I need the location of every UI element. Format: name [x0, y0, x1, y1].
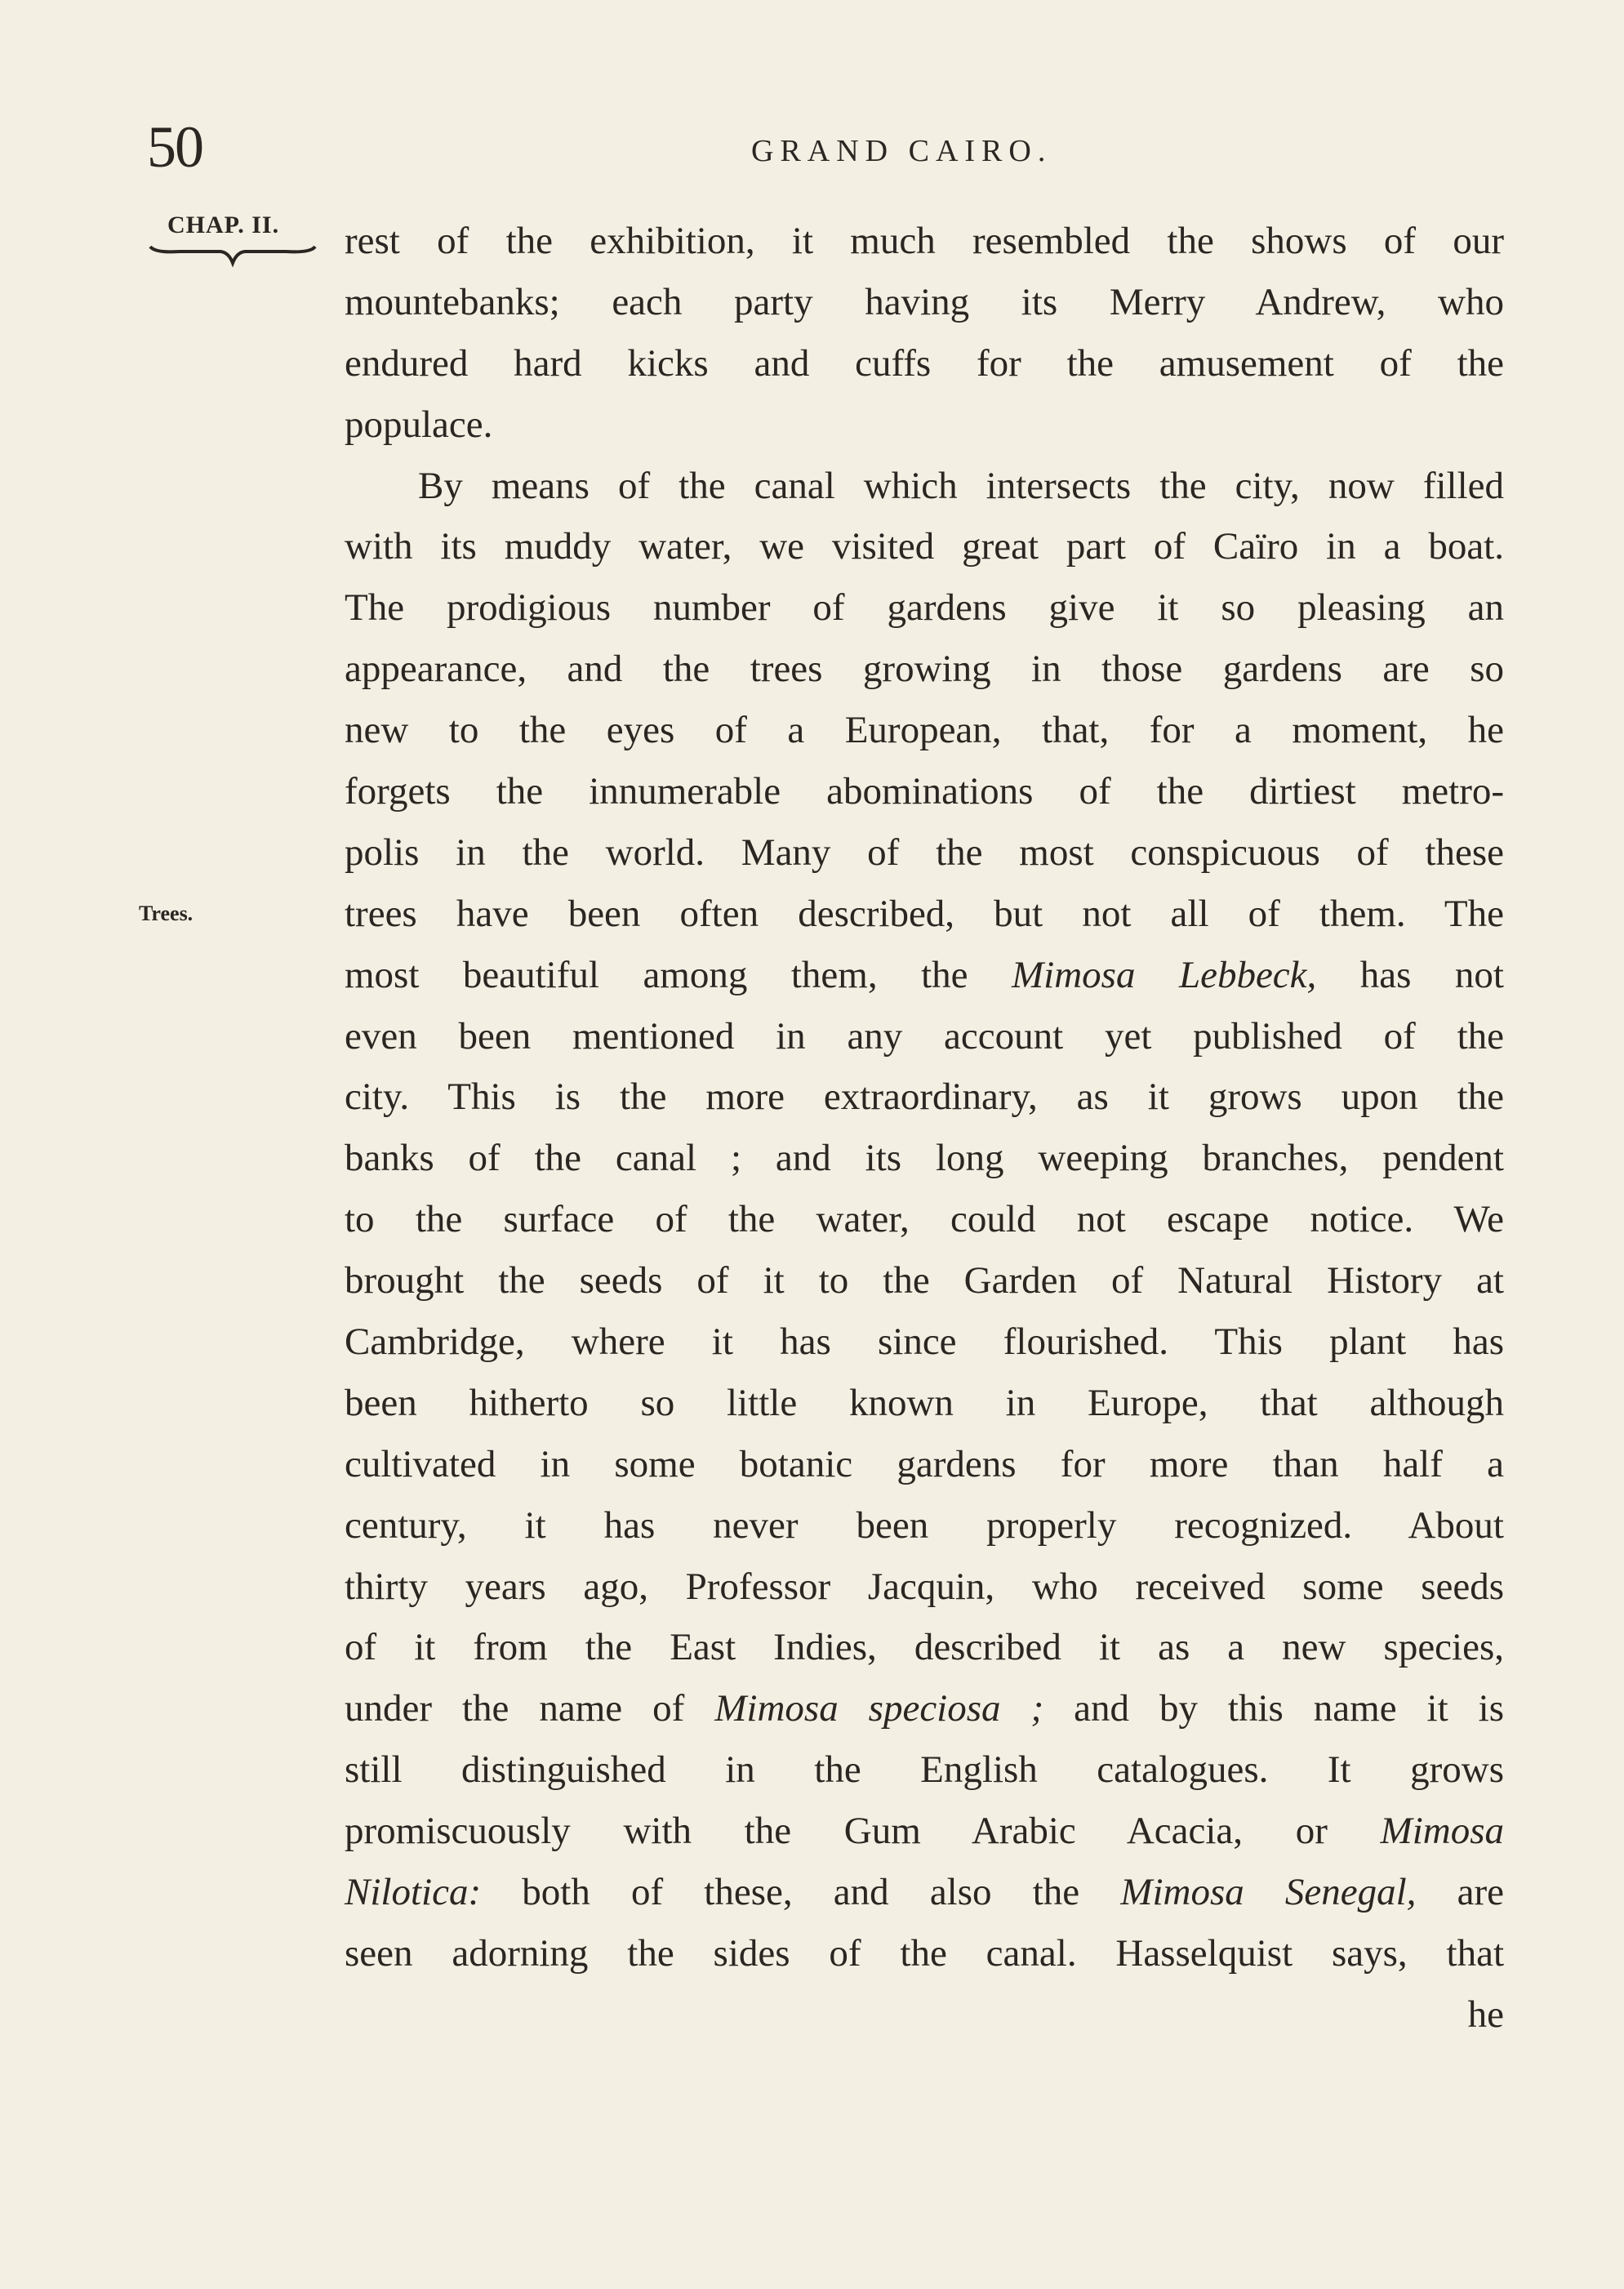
- text-run: under the name of: [345, 1687, 715, 1730]
- text-line: [345, 945, 1504, 1006]
- text-line: brought the seeds of it to the Garden of Natural History at: [345, 1259, 1504, 1303]
- chapter-marginal-label: CHAP. II.: [167, 212, 280, 238]
- text-line: Cambridge, where it has since flourished. This plant has: [345, 1320, 1504, 1364]
- text-line: [345, 1678, 1504, 1739]
- italic-species-name: Mimosa speciosa ;: [714, 1687, 1044, 1730]
- text-line: By means of the canal which intersects the city, now filled: [418, 464, 1504, 507]
- text-line: [345, 1801, 1504, 1862]
- text-line: to the surface of the water, could not escape notice. We: [345, 1198, 1504, 1241]
- text-line: with its muddy water, we visited great part of Caïro in a boat.: [345, 525, 1504, 568]
- text-line: still distinguished in the English catalogues. It grows: [345, 1748, 1504, 1792]
- text-line: century, it has never been properly recognized. About: [345, 1503, 1504, 1547]
- text-line: The prodigious number of gardens give it so pleasing an: [345, 586, 1504, 630]
- text-line: banks of the canal ; and its long weeping branches, pendent: [345, 1137, 1504, 1180]
- body-text: [345, 211, 1504, 2046]
- text-run: and by this name it is: [1043, 1687, 1504, 1730]
- text-line: city. This is the more extraordinary, as it grows upon the: [345, 1075, 1504, 1119]
- text-line: been hitherto so little known in Europe, that although: [345, 1381, 1504, 1424]
- text-run: most beautiful among them, the: [345, 953, 1012, 996]
- text-line: even been mentioned in any account yet published of the: [345, 1014, 1504, 1058]
- text-run: are: [1416, 1871, 1504, 1914]
- italic-species-name: Mimosa: [1380, 1810, 1504, 1853]
- text-line: of it from the East Indies, described it as a new species,: [345, 1626, 1504, 1669]
- text-line: cultivated in some botanic gardens for more than half a: [345, 1442, 1504, 1485]
- text-line: populace.: [345, 403, 493, 446]
- text-line: trees have been often described, but not all of them. The: [345, 892, 1504, 935]
- text-run: promiscuously with the Gum Arabic Acacia, or: [345, 1810, 1381, 1853]
- chapter-brace-ornament: [147, 243, 318, 268]
- text-line: thirty years ago, Professor Jacquin, who received some seeds: [345, 1565, 1504, 1608]
- text-line: mountebanks; each party having its Merry Andrew, who: [345, 280, 1504, 323]
- text-line: seen adorning the sides of the canal. Hasselquist says, that: [345, 1931, 1504, 1975]
- italic-species-name: Nilotica:: [345, 1871, 482, 1914]
- italic-species-name: Mimosa Senegal,: [1120, 1871, 1417, 1914]
- text-line: endured hard kicks and cuffs for the amusement of the: [345, 341, 1504, 385]
- text-line: polis in the world. Many of the most conspicuous of these: [345, 831, 1504, 874]
- catchword: he: [1467, 1993, 1504, 2036]
- page-number: 50: [147, 114, 202, 180]
- text-run: has not: [1316, 953, 1504, 996]
- text-line: [345, 1862, 1504, 1923]
- running-title: GRAND CAIRO.: [751, 134, 1052, 168]
- marginal-note-trees: Trees.: [139, 902, 194, 925]
- text-line: rest of the exhibition, it much resembled the shows of our: [345, 220, 1504, 262]
- text-line: forgets the innumerable abominations of the dirtiest metro-: [345, 770, 1504, 813]
- italic-species-name: Mimosa Lebbeck,: [1012, 953, 1317, 996]
- text-run: both of these, and also the: [481, 1871, 1121, 1914]
- text-line: appearance, and the trees growing in those gardens are so: [345, 648, 1504, 691]
- text-line: new to the eyes of a European, that, for a moment, he: [345, 709, 1504, 752]
